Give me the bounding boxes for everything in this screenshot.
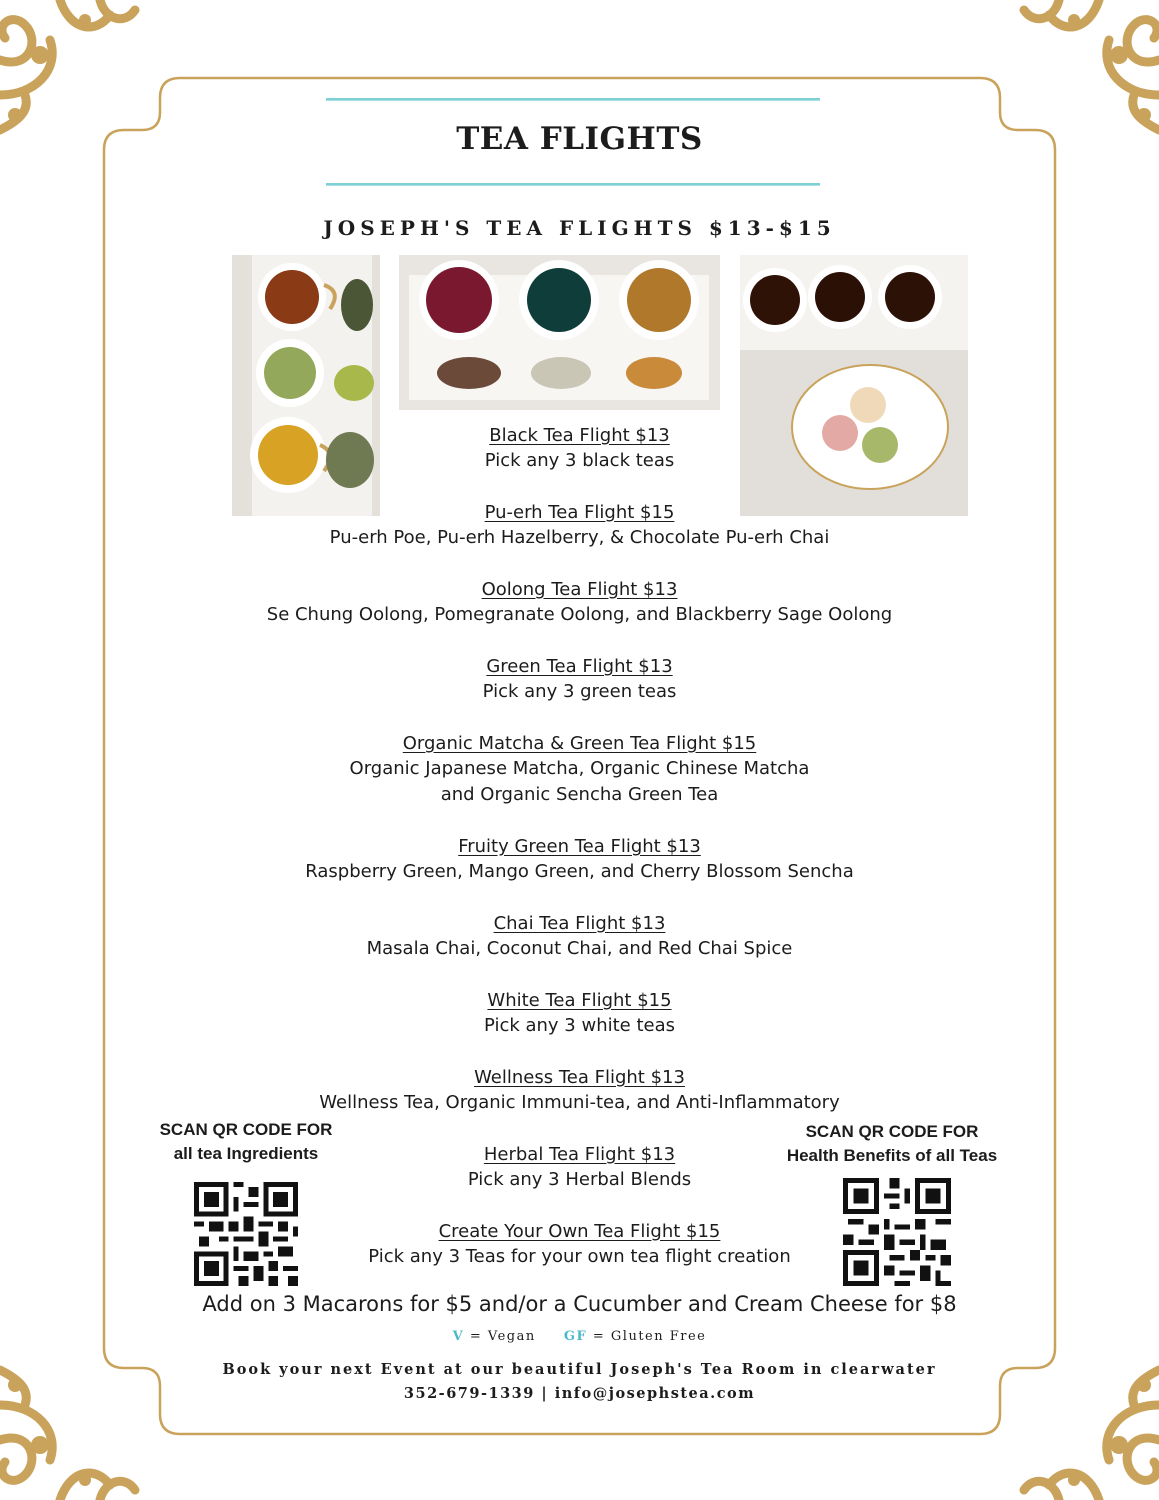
flight-description: Wellness Tea, Organic Immuni-tea, and Anti-Inflammatory [319, 1092, 840, 1113]
vegan-symbol: V [452, 1329, 465, 1344]
email-address[interactable]: info@josephstea.com [554, 1385, 756, 1402]
phone-number[interactable]: 352-679-1339 [403, 1385, 535, 1402]
flight-name: Green Tea Flight $13 [486, 656, 673, 677]
gluten-free-symbol: GF [563, 1329, 588, 1344]
flight-description: Pick any 3 green teas [482, 681, 677, 702]
flight-name: Oolong Tea Flight $13 [481, 579, 678, 600]
qr-ingredients-label-line1: SCAN QR CODE FOR [159, 1120, 333, 1139]
flight-description-line2: and Organic Sencha Green Tea [440, 784, 719, 805]
page-subtitle: JOSEPH'S TEA FLIGHTS $13-$15 [323, 216, 836, 240]
vegan-label: = Vegan [469, 1329, 536, 1344]
tea-flight-item [0, 988, 1159, 1065]
flight-description: Se Chung Oolong, Pomegranate Oolong, and Blackberry Sage Oolong [266, 604, 893, 625]
qr-ingredients-label-line2: all tea Ingredients [173, 1144, 319, 1163]
tea-flight-item [0, 834, 1159, 911]
flight-description: Pu-erh Poe, Pu-erh Hazelberry, & Chocolate Pu-erh Chai [329, 527, 830, 548]
qr-health-benefits-label [778, 1120, 1006, 1168]
tea-flight-item [0, 423, 1159, 500]
flight-description: Pick any 3 Teas for your own tea flight creation [368, 1246, 791, 1267]
flight-name: Pu-erh Tea Flight $15 [484, 502, 675, 523]
qr-health-benefits-label-line1: SCAN QR CODE FOR [805, 1122, 979, 1141]
contact-line [0, 1385, 1159, 1402]
flight-name: Chai Tea Flight $13 [493, 913, 666, 934]
title-rule-top [326, 98, 820, 101]
contact-separator: | [541, 1385, 549, 1402]
qr-health-benefits-label-line2: Health Benefits of all Teas [786, 1146, 998, 1165]
flight-description: Pick any 3 Herbal Blends [467, 1169, 692, 1190]
flight-description: Pick any 3 white teas [483, 1015, 675, 1036]
flight-name: White Tea Flight $15 [487, 990, 672, 1011]
flight-description: Pick any 3 black teas [484, 450, 675, 471]
title-rule-bottom [326, 183, 820, 186]
tea-flight-item [0, 577, 1159, 654]
flight-description: Raspberry Green, Mango Green, and Cherry Blossom Sencha [305, 861, 854, 882]
tea-flight-item [0, 731, 1159, 834]
flight-name: Create Your Own Tea Flight $15 [438, 1221, 721, 1242]
flight-name: Herbal Tea Flight $13 [483, 1144, 676, 1165]
flight-name: Organic Matcha & Green Tea Flight $15 [402, 733, 757, 754]
diet-legend [0, 1329, 1159, 1344]
tea-flight-item [0, 911, 1159, 988]
flight-description: Organic Japanese Matcha, Organic Chinese Matcha [349, 758, 810, 779]
qr-ingredients-label [140, 1118, 352, 1166]
page-title: TEA FLIGHTS [456, 121, 703, 157]
addon-offer: Add on 3 Macarons for $5 and/or a Cucumber and Cream Cheese for $8 [202, 1292, 957, 1316]
tea-flight-item [0, 654, 1159, 731]
booking-text: Book your next Event at our beautiful Joseph's Tea Room in clearwater [222, 1361, 937, 1378]
tea-flight-item [0, 500, 1159, 577]
qr-code-health-benefits[interactable] [842, 1178, 952, 1290]
flight-name: Black Tea Flight $13 [489, 425, 670, 446]
three-herbal-teas-photo [399, 255, 720, 410]
tea-flight-item [0, 1219, 1159, 1296]
flight-name: Fruity Green Tea Flight $13 [458, 836, 701, 857]
gluten-free-label: = Gluten Free [592, 1329, 707, 1344]
qr-code-ingredients[interactable] [193, 1182, 299, 1290]
flight-name: Wellness Tea Flight $13 [474, 1067, 685, 1088]
flight-description: Masala Chai, Coconut Chai, and Red Chai Spice [366, 938, 793, 959]
